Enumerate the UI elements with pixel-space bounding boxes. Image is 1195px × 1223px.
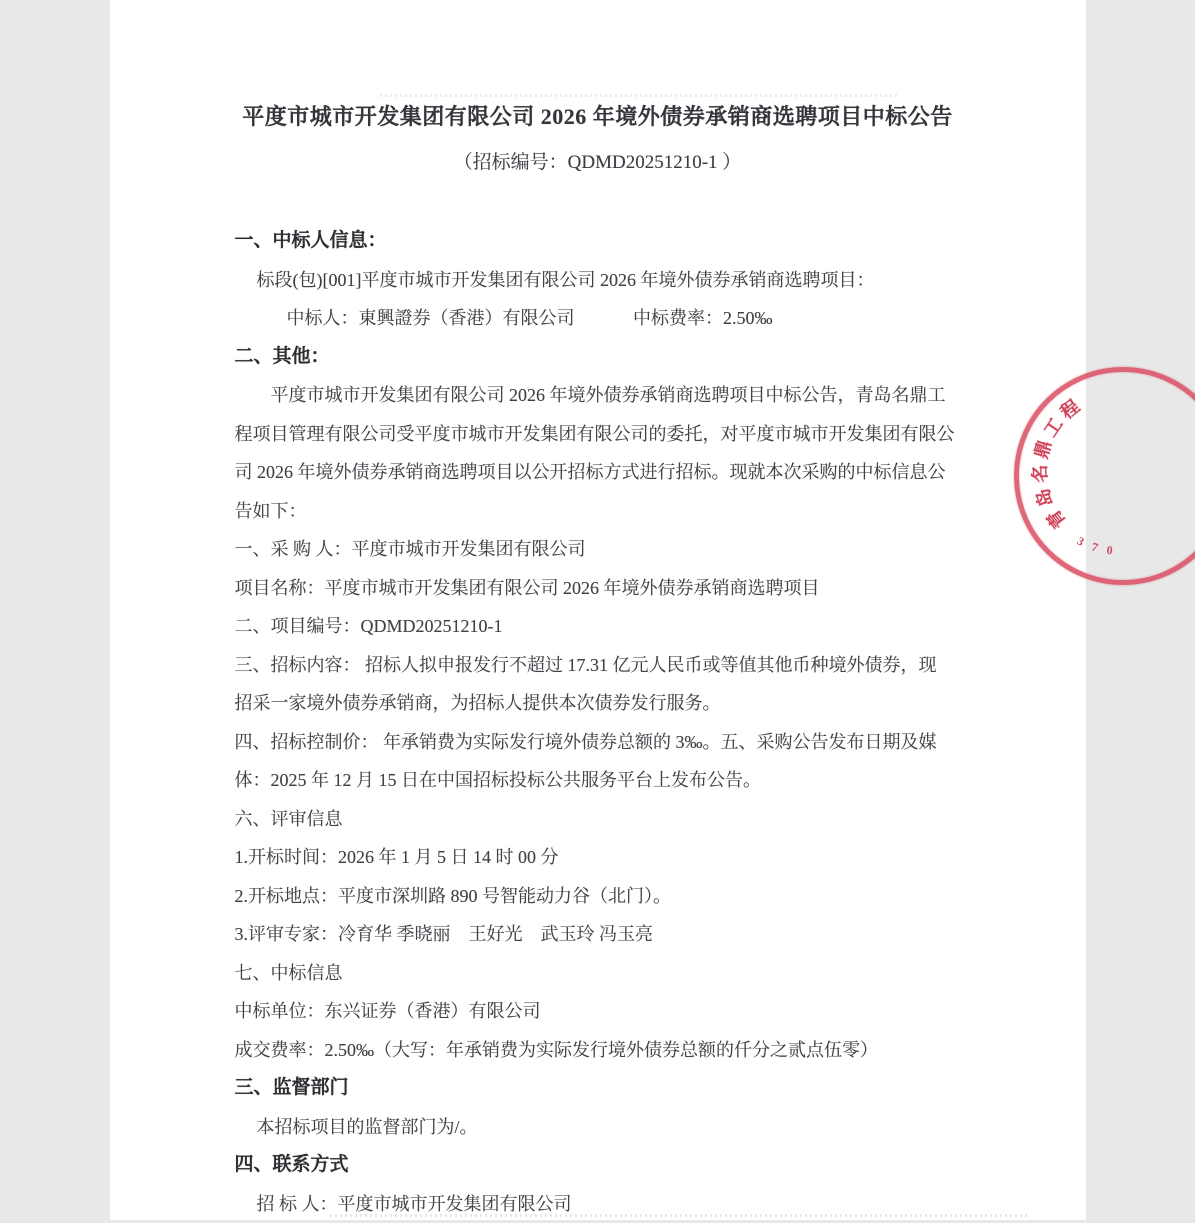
- stamp-arc-char: 青: [1039, 505, 1071, 535]
- stamp-arc-char: 岛: [1028, 485, 1059, 511]
- section-heading: 一、中标人信息：: [235, 222, 1055, 261]
- doc-line: 中标单位：东兴证券（香港）有限公司: [235, 992, 1055, 1031]
- stamp-digit: 0: [1105, 543, 1113, 559]
- doc-line: 标段(包)[001]平度市城市开发集团有限公司 2026 年境外债券承销商选聘项目：: [235, 261, 1055, 300]
- stamp-arc-char: 工: [1036, 412, 1068, 441]
- doc-line: 体：2025 年 12 月 15 日在中国招标投标公共服务平台上发布公告。: [235, 761, 1055, 800]
- doc-line: 六、评审信息: [235, 800, 1055, 839]
- doc-line: 司 2026 年境外债券承销商选聘项目以公开招标方式进行招标。现就本次采购的中标信息公: [235, 453, 1055, 492]
- doc-line: 2.开标地点：平度市深圳路 890 号智能动力谷（北门）。: [235, 877, 1055, 916]
- page-title: 平度市城市开发集团有限公司 2026 年境外债券承销商选聘项目中标公告: [110, 100, 1086, 131]
- doc-line: 二、项目编号：QDMD20251210-1: [235, 607, 1055, 646]
- stamp-arc-char: 程: [1054, 393, 1084, 425]
- doc-line: 四、招标控制价： 年承销费为实际发行境外债券总额的 3‰。五、采购公告发布日期及媒: [235, 723, 1055, 762]
- stamp-digit: 7: [1089, 539, 1099, 555]
- document-body: [235, 222, 1055, 1223]
- page-subtitle: （招标编号：QDMD20251210-1 ）: [110, 147, 1086, 174]
- doc-line: 本招标项目的监督部门为/。: [235, 1108, 1055, 1147]
- section-heading: 三、监督部门: [235, 1069, 1055, 1108]
- doc-line: 告如下：: [235, 492, 1055, 531]
- scan-noise: [380, 94, 900, 97]
- stamp-digit: 3: [1074, 534, 1086, 550]
- doc-line: 平度市城市开发集团有限公司 2026 年境外债券承销商选聘项目中标公告，青岛名鼎工: [235, 376, 1055, 415]
- doc-line: 3.评审专家：冷育华 季晓丽 王好光 武玉玲 冯玉亮: [235, 915, 1055, 954]
- doc-line: 七、中标信息: [235, 954, 1055, 993]
- stamp-arc-char: 鼎: [1027, 437, 1057, 461]
- doc-line: 招 标 人：平度市城市开发集团有限公司: [235, 1185, 1055, 1223]
- doc-line: 成交费率：2.50‰（大写：年承销费为实际发行境外债券总额的仟分之贰点伍零）: [235, 1031, 1055, 1070]
- doc-line: 招采一家境外债券承销商，为招标人提供本次债券发行服务。: [235, 684, 1055, 723]
- doc-line: 中标人：東興證券（香港）有限公司 中标费率：2.50‰: [235, 299, 1055, 338]
- section-heading: 二、其他：: [235, 338, 1055, 377]
- doc-line: 程项目管理有限公司受平度市城市开发集团有限公司的委托，对平度市城市开发集团有限公: [235, 415, 1055, 454]
- doc-line: 一、采 购 人：平度市城市开发集团有限公司: [235, 530, 1055, 569]
- doc-line: 项目名称：平度市城市开发集团有限公司 2026 年境外债券承销商选聘项目: [235, 569, 1055, 608]
- doc-line: 1.开标时间：2026 年 1 月 5 日 14 时 00 分: [235, 838, 1055, 877]
- stamp-arc-char: 名: [1025, 464, 1052, 483]
- document-page: [110, 0, 1086, 1220]
- doc-line: 三、招标内容： 招标人拟申报发行不超过 17.31 亿元人民币或等值其他币种境外债券，现: [235, 646, 1055, 685]
- section-heading: 四、联系方式: [235, 1146, 1055, 1185]
